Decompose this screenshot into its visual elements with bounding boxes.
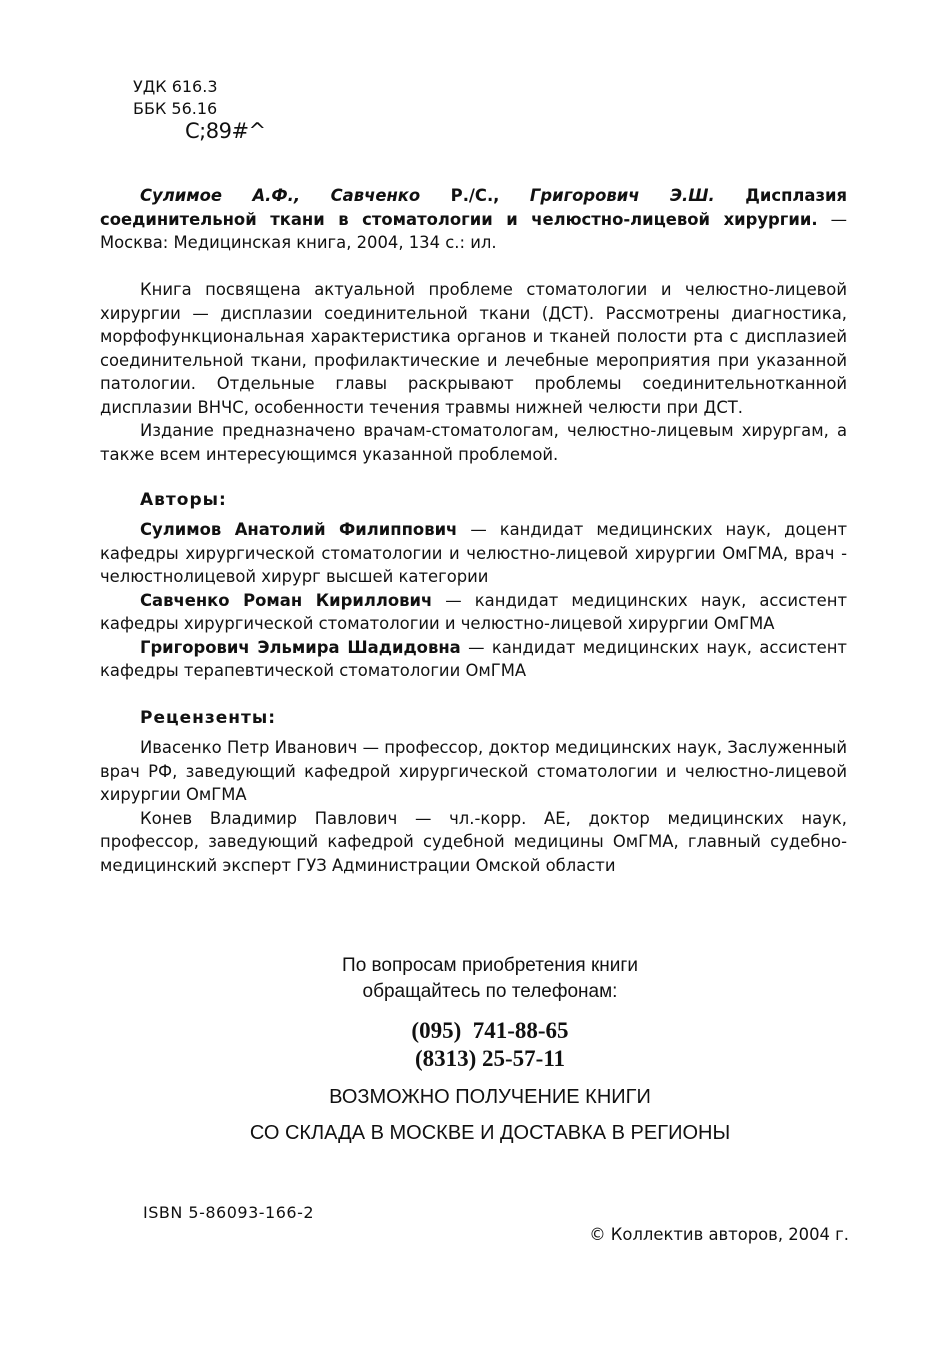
isbn: ISBN 5-86093-166-2 bbox=[143, 1203, 315, 1222]
stock-line-1: ВОЗМОЖНО ПОЛУЧЕНИЕ КНИГИ bbox=[329, 1086, 651, 1108]
bbk-code: ББК 56.16 bbox=[133, 99, 218, 118]
bibliographic-record bbox=[100, 184, 847, 255]
phone-numbers bbox=[100, 1017, 880, 1073]
author-entry bbox=[100, 589, 847, 636]
bibliography-authors-plain: Р./С., bbox=[420, 186, 500, 205]
annotation-paragraph-2: Издание предназначено врачам-стоматологам, челюстно-лицевым хирургам, а также всем интересующимся указанной проблемой. bbox=[100, 421, 847, 464]
reviewers-heading: Рецензенты: bbox=[140, 708, 277, 728]
author-name: Сулимов Анатолий Филиппович bbox=[140, 520, 458, 539]
authors-heading: Авторы: bbox=[140, 490, 227, 510]
reviewers-list bbox=[100, 736, 847, 877]
copyright: © Коллектив авторов, 2004 г. bbox=[589, 1225, 849, 1244]
phone-number-2: (8313) 25-57-11 bbox=[414, 1046, 566, 1071]
reviewer-entry: Ивасенко Петр Иванович — профессор, доктор медицинских наук, Заслуженный врач РФ, заведующий кафедрой хирургической стоматологии и челюстно-лицевой хирургии ОмГМА bbox=[100, 738, 847, 804]
authors-list bbox=[100, 518, 847, 683]
author-entry bbox=[100, 636, 847, 683]
reviewer-entry: Конев Владимир Павлович — чл.-корр. АЕ, доктор медицинских наук, профессор, заведующий кафедрой судебной медицины ОмГМА, главный судебно-медицинский эксперт ГУЗ Администрации Омской области bbox=[100, 808, 847, 875]
author-description: — кандидат медицинских наук, ассистент кафедры хирургической стоматологии и челюстно-лицевой хирургии ОмГМА bbox=[100, 590, 847, 633]
author-entry bbox=[100, 518, 847, 589]
annotation bbox=[100, 278, 847, 466]
bibliography-paragraph bbox=[100, 184, 847, 255]
phone-number-1: (095) 741-88-65 bbox=[411, 1018, 569, 1043]
purchase-line-2: обращайтесь по телефонам: bbox=[362, 981, 618, 1002]
author-name: Савченко Роман Кириллович bbox=[140, 590, 433, 610]
author-name: Григорович Эльмира Шадидовна bbox=[140, 637, 461, 657]
stock-notice bbox=[100, 1079, 880, 1151]
author-description: — кандидат медицинских наук, доцент кафедры хирургической стоматологии и челюстно-лицевой хирургии ОмГМА, врач - челюстнолицевой хирург высшей категории bbox=[100, 520, 848, 586]
udk-code: УДК 616.3 bbox=[133, 77, 218, 96]
stock-line-2: СО СКЛАДА В МОСКВЕ И ДОСТАВКА В РЕГИОНЫ bbox=[249, 1122, 731, 1144]
purchase-line-1: По вопросам приобретения книги bbox=[342, 955, 638, 976]
author-mark: С;89#^ bbox=[185, 119, 266, 143]
classification-codes bbox=[133, 76, 266, 143]
bibliography-imprint: — Москва: Медицинская книга, 2004, 134 с.: ил. bbox=[100, 209, 848, 252]
annotation-paragraph-1: Книга посвящена актуальной проблеме стоматологии и челюстно-лицевой хирургии — дисплазии соединительной ткани (ДСТ). Рассмотрены диагностика, морфофункциональная характеристика органов и тканей полости рта с дисплазией соединительной ткани, профилактические и лечебные мероприятия при указанной патологии. Отдельные главы раскрывают проблемы соединительнотканной дисплазии ВНЧС, особенности течения травмы нижней челюсти при ДСТ. bbox=[100, 280, 847, 417]
bibliography-authors-2: Григорович Э.Ш. bbox=[499, 186, 715, 205]
author-description: — кандидат медицинских наук, ассистент кафедры терапевтической стоматологии ОмГМА bbox=[100, 637, 847, 680]
purchase-info bbox=[100, 953, 880, 1005]
bibliography-authors-1: Сулимое А.Ф., Савченко bbox=[140, 186, 421, 205]
bibliography-title: Дисплазия соединительной ткани в стоматологии и челюстно-лицевой хирургии. bbox=[100, 186, 848, 229]
